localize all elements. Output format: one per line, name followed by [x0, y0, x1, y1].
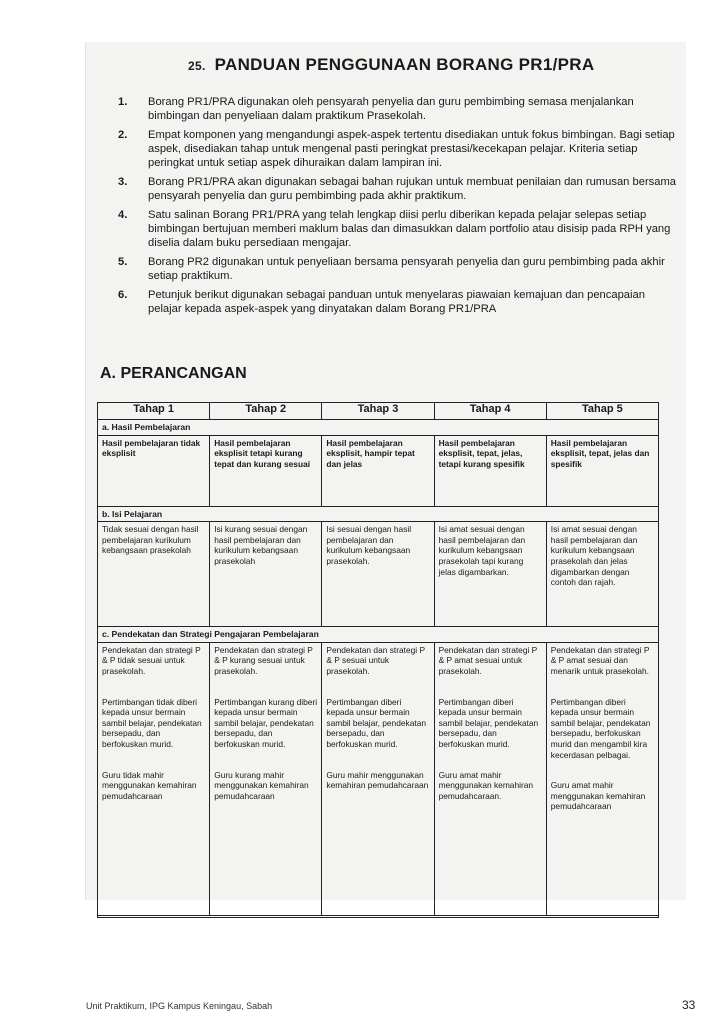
- table-cell: [98, 642, 210, 915]
- rubric-table: [97, 402, 659, 918]
- table-cell: [210, 642, 322, 915]
- table-row: [98, 435, 659, 506]
- table-cell: Hasil pembelajaran tidak eksplisit: [98, 435, 210, 506]
- item-number: 3.: [118, 176, 128, 188]
- cell-paragraph: Pendekatan dan strategi P & P kurang sesuai untuk prasekolah.: [214, 644, 313, 676]
- table-row: [98, 522, 659, 627]
- item-text: Satu salinan Borang PR1/PRA yang telah lengkap diisi perlu diberikan kepada pelajar selepas setiap bimbingan bertujuan memberi maklum balas dan dimasukkan dalam portfolio atau disisip pada RPH yang diselia dalam buku persediaan mengajar.: [148, 209, 671, 249]
- item-number: 5.: [118, 256, 128, 268]
- cell-paragraph: Pertimbangan diberi kepada unsur bermain sambil belajar, pendekatan bersepadu, berfokuskan murid dan mengambil kira kecerdasan pelbagai.: [550, 696, 651, 760]
- cell-paragraph: Pertimbangan kurang diberi kepada unsur bermain sambil belajar, pendekatan bersepadu, dan berfokuskan murid.: [214, 696, 318, 749]
- cell-paragraph: Guru mahir menggunakan kemahiran pemudahcaraan: [326, 769, 429, 791]
- header-tahap-3: Tahap 3: [322, 403, 434, 420]
- table-cell: [434, 642, 546, 915]
- item-text: Empat komponen yang mengandungi aspek-aspek tertentu disediakan untuk fokus bimbingan. Bagi setiap aspek, disediakan tahap untuk mengenal pasti peringkat prestasi/kecekapan pelajar. Kriteria setiap peringkat untuk setiap aspek dihuraikan dalam lampiran ini.: [148, 129, 675, 169]
- section-row: [98, 627, 659, 643]
- section-row: [98, 506, 659, 522]
- section-title: A. PERANCANGAN: [100, 365, 247, 382]
- list-item: [118, 95, 678, 123]
- guideline-list: [118, 95, 678, 321]
- table-bottom-row: [98, 915, 659, 917]
- item-text: Borang PR1/PRA akan digunakan sebagai bahan rujukan untuk membuat penilaian dan rumusan bersama pensyarah penyelia dan guru pembimbing pada akhir praktikum.: [148, 176, 677, 202]
- item-number: 4.: [118, 209, 128, 221]
- item-text: Borang PR2 digunakan untuk penyeliaan bersama pensyarah penyelia dan guru pembimbing pada akhir setiap praktikum.: [148, 256, 665, 282]
- cell-paragraph: Pertimbangan diberi kepada unsur bermain sambil belajar, pendekatan bersepadu, dan berfokuskan murid.: [438, 696, 539, 749]
- list-item: [118, 128, 678, 170]
- table-row: [98, 642, 659, 915]
- section-b-title: b. Isi Pelajaran: [98, 506, 659, 522]
- cell-paragraph: Pertimbangan tidak diberi kepada unsur bermain sambil belajar, pendekatan bersepadu, dan berfokuskan murid.: [102, 696, 202, 749]
- cell-paragraph: Pendekatan dan strategi P & P tidak sesuai untuk prasekolah.: [102, 644, 201, 676]
- table-cell: Isi kurang sesuai dengan hasil pembelajaran dan kurikulum kebangsaan prasekolah: [210, 522, 322, 627]
- table-cell: Tidak sesuai dengan hasil pembelajaran kurikulum kebangsaan prasekolah: [98, 522, 210, 627]
- list-item: [118, 175, 678, 203]
- table-cell: Hasil pembelajaran eksplisit, hampir tepat dan jelas: [322, 435, 434, 506]
- section-a-title: a. Hasil Pembelajaran: [98, 420, 659, 436]
- table-header-row: [98, 403, 659, 420]
- cell-paragraph: Guru amat mahir menggunakan kemahiran pemudahcaraan: [550, 780, 646, 812]
- table-bottom-border: [98, 915, 659, 917]
- page-heading: [188, 55, 594, 75]
- cell-paragraph: Pertimbangan diberi kepada unsur bermain sambil belajar, pendekatan bersepadu, dan berfokuskan murid.: [326, 696, 427, 749]
- header-tahap-5: Tahap 5: [546, 403, 658, 420]
- page-number: 33: [682, 998, 696, 1012]
- heading-number: 25.: [188, 59, 206, 73]
- cell-paragraph: Pendekatan dan strategi P & P amat sesuai dan menarik untuk prasekolah.: [550, 644, 650, 676]
- table-cell: Isi amat sesuai dengan hasil pembelajaran dan kurikulum kebangsaan prasekolah tapi kurang jelas digambarkan.: [434, 522, 546, 627]
- table-cell: Isi amat sesuai dengan hasil pembelajaran dan kurikulum kebangsaan prasekolah dan jelas digambarkan dengan contoh dan rajah.: [546, 522, 658, 627]
- table-cell: Hasil pembelajaran eksplisit tetapi kurang tepat dan kurang sesuai: [210, 435, 322, 506]
- cell-paragraph: Pendekatan dan strategi P & P amat sesuai untuk prasekolah.: [438, 644, 538, 676]
- table-cell: Hasil pembelajaran eksplisit, tepat, jelas dan spesifik: [546, 435, 658, 506]
- header-tahap-2: Tahap 2: [210, 403, 322, 420]
- list-item: [118, 208, 678, 250]
- item-number: 2.: [118, 129, 128, 141]
- cell-paragraph: Guru kurang mahir menggunakan kemahiran pemudahcaraan: [214, 769, 309, 801]
- header-tahap-1: Tahap 1: [98, 403, 210, 420]
- item-number: 6.: [118, 289, 128, 301]
- section-c-title: c. Pendekatan dan Strategi Pengajaran Pembelajaran: [98, 627, 659, 643]
- table-cell: Hasil pembelajaran eksplisit, tepat, jelas, tetapi kurang spesifik: [434, 435, 546, 506]
- item-text: Petunjuk berikut digunakan sebagai panduan untuk menyelaras piawaian kemajuan dan pencapaian pelajar kepada aspek-aspek yang dinyatakan dalam Borang PR1/PRA: [148, 289, 645, 315]
- section-row: [98, 420, 659, 436]
- table-cell: [546, 642, 658, 915]
- heading-title: PANDUAN PENGGUNAAN BORANG PR1/PRA: [214, 55, 595, 74]
- footer-text: Unit Praktikum, IPG Kampus Keningau, Sabah: [86, 1001, 273, 1011]
- list-item: [118, 288, 678, 316]
- table-cell: Isi sesuai dengan hasil pembelajaran dan kurikulum kebangsaan prasekolah.: [322, 522, 434, 627]
- list-item: [118, 255, 678, 283]
- cell-paragraph: Pendekatan dan strategi P & P sesuai untuk prasekolah.: [326, 644, 425, 676]
- header-tahap-4: Tahap 4: [434, 403, 546, 420]
- item-text: Borang PR1/PRA digunakan oleh pensyarah penyelia dan guru pembimbing semasa menjalankan bimbingan dan penyeliaan dalam praktikum Prasekolah.: [148, 96, 634, 122]
- item-number: 1.: [118, 96, 128, 108]
- cell-paragraph: Guru amat mahir menggunakan kemahiran pemudahcaraan.: [438, 769, 534, 801]
- table-cell: [322, 642, 434, 915]
- cell-paragraph: Guru tidak mahir menggunakan kemahiran pemudahcaraan: [102, 769, 197, 801]
